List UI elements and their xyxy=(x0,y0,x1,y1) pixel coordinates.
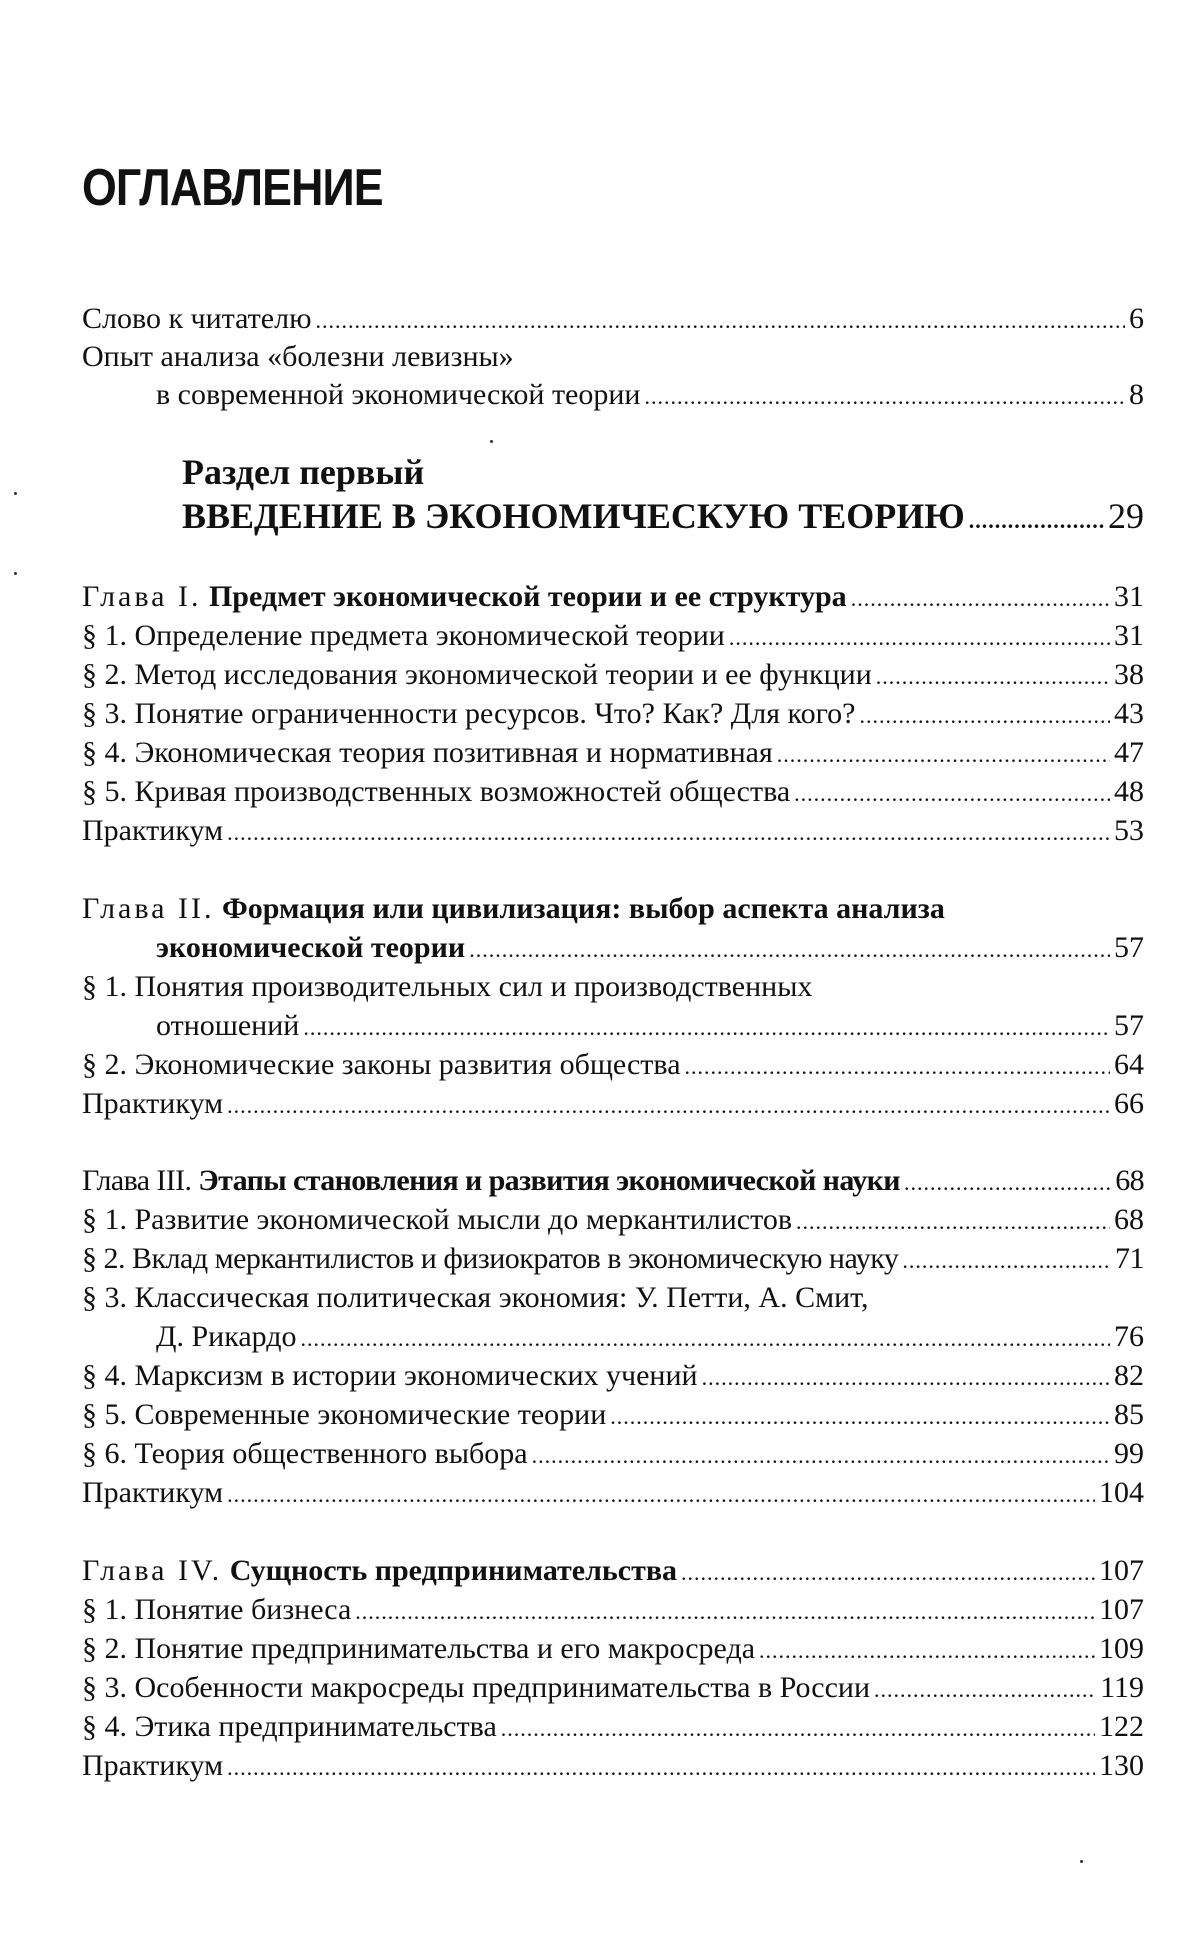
toc-entry-text: § 2. Экономические законы развития общества xyxy=(82,1046,681,1084)
leader-dots xyxy=(759,1630,1095,1670)
leader-dots xyxy=(644,376,1125,416)
leader-dots xyxy=(902,1240,1111,1280)
toc-entry[interactable] xyxy=(82,300,1144,338)
toc-entry-text: § 2. Вклад меркантилистов и физиократов в экономическую науку xyxy=(82,1240,898,1278)
toc-entry[interactable] xyxy=(82,338,1144,376)
toc-entry-practicum[interactable] xyxy=(82,1474,1144,1512)
toc-entry-page: 57 xyxy=(1114,929,1144,967)
toc-entry-page: 85 xyxy=(1114,1396,1144,1434)
toc-entry-page: 104 xyxy=(1099,1474,1144,1512)
toc-entry-page: 29 xyxy=(1108,494,1144,538)
chapter-title: экономической теории xyxy=(156,929,465,967)
toc-entry-text: § 4. Марксизм в истории экономических учений xyxy=(82,1357,698,1395)
chapter-prefix: Глава I. xyxy=(82,580,201,613)
toc-entry[interactable] xyxy=(82,1435,1144,1473)
chapter-prefix: Глава III. xyxy=(82,1164,191,1197)
leader-dots xyxy=(303,1007,1110,1047)
toc-entry[interactable] xyxy=(82,695,1144,733)
toc-entry-text: Д. Рикардо xyxy=(156,1318,297,1356)
toc-entry[interactable] xyxy=(82,1046,1144,1084)
toc-entry-text: § 1. Развитие экономической мысли до меркантилистов xyxy=(82,1201,792,1239)
toc-entry-continuation[interactable] xyxy=(82,376,1144,414)
toc-entry-page: 57 xyxy=(1114,1007,1144,1045)
toc-entry-text: Практикум xyxy=(82,1085,223,1123)
toc-entry-text: в современной экономической теории xyxy=(156,376,640,414)
toc-entry-text: Практикум xyxy=(82,1747,223,1785)
scan-speck xyxy=(490,440,493,443)
toc-entry-page: 68 xyxy=(1115,1162,1144,1200)
toc-entry-text: § 1. Понятия производительных сил и производственных xyxy=(82,970,812,1003)
toc-entry[interactable] xyxy=(82,1240,1144,1278)
toc-entry-page: 71 xyxy=(1115,1240,1144,1278)
toc-entry-text: § 3. Понятие ограниченности ресурсов. Что? Как? Для кого? xyxy=(82,695,855,733)
toc-entry-page: 107 xyxy=(1099,1591,1144,1629)
toc-entry-text: § 6. Теория общественного выбора xyxy=(82,1435,528,1473)
toc-entry-text: отношений xyxy=(156,1007,299,1045)
toc-entry-text: Практикум xyxy=(82,812,223,850)
leader-dots xyxy=(685,1046,1110,1086)
toc-entry-practicum[interactable] xyxy=(82,1747,1144,1785)
toc-entry[interactable] xyxy=(82,1591,1144,1629)
toc-entry[interactable] xyxy=(82,656,1144,694)
toc-entry-text: § 2. Метод исследования экономической теории и ее функции xyxy=(82,656,872,694)
toc-entry-practicum[interactable] xyxy=(82,812,1144,850)
toc-entry[interactable] xyxy=(82,1357,1144,1395)
toc-entry-text: Слово к читателю xyxy=(82,300,311,338)
leader-dots xyxy=(681,1552,1095,1592)
toc-entry-page: 31 xyxy=(1114,617,1144,655)
page-title: ОГЛАВЛЕНИЕ xyxy=(82,158,383,218)
leader-dots xyxy=(227,1747,1095,1787)
toc-entry-page: 109 xyxy=(1099,1630,1144,1668)
toc-entry-page: 8 xyxy=(1129,376,1144,414)
scan-speck xyxy=(1080,1860,1083,1863)
toc-entry-text: § 1. Определение предмета экономической теории xyxy=(82,617,725,655)
leader-dots xyxy=(796,1201,1110,1241)
chapter-title: Формация или цивилизация: выбор аспекта анализа xyxy=(222,892,945,925)
toc-entry-continuation[interactable] xyxy=(82,1318,1144,1356)
toc-entry[interactable] xyxy=(82,1396,1144,1434)
leader-dots xyxy=(794,773,1110,813)
toc-entry-text: § 1. Понятие бизнеса xyxy=(82,1591,351,1629)
toc-entry-continuation[interactable] xyxy=(82,1007,1144,1045)
leader-dots xyxy=(876,656,1110,696)
leader-dots xyxy=(227,1474,1095,1514)
toc-entry-page: 53 xyxy=(1114,812,1144,850)
toc-entry-text: § 2. Понятие предпринимательства и его макросреда xyxy=(82,1630,755,1668)
toc-entry-page: 107 xyxy=(1099,1552,1144,1590)
toc-entry-text: § 4. Экономическая теория позитивная и нормативная xyxy=(82,734,773,772)
chapter-prefix: Глава IV. xyxy=(82,1554,222,1587)
section-title: ВВЕДЕНИЕ В ЭКОНОМИЧЕСКУЮ ТЕОРИЮ xyxy=(182,494,965,538)
toc-entry-text: § 4. Этика предпринимательства xyxy=(82,1708,497,1746)
toc-page xyxy=(0,0,1200,1941)
leader-dots xyxy=(851,578,1110,618)
toc-entry[interactable] xyxy=(82,1201,1144,1239)
scan-speck xyxy=(14,572,17,575)
toc-entry-page: 119 xyxy=(1100,1669,1144,1707)
toc-entry[interactable] xyxy=(82,1669,1144,1707)
chapter-3-heading[interactable] xyxy=(82,1162,1144,1200)
toc-entry-page: 130 xyxy=(1099,1747,1144,1785)
leader-dots xyxy=(874,1669,1096,1709)
leader-dots xyxy=(702,1357,1110,1397)
chapter-title: Сущность предпринимательства xyxy=(230,1554,677,1587)
toc-entry[interactable] xyxy=(82,968,1144,1006)
chapter-prefix: Глава II. xyxy=(82,892,214,925)
chapter-2-heading[interactable] xyxy=(82,890,1144,928)
leader-dots xyxy=(859,695,1110,735)
leader-dots xyxy=(315,300,1125,340)
chapter-4-heading[interactable] xyxy=(82,1552,1144,1590)
leader-dots xyxy=(729,617,1110,657)
chapter-title: Предмет экономической теории и ее структура xyxy=(209,580,847,613)
toc-entry-text: § 3. Особенности макросреды предпринимательства в России xyxy=(82,1669,870,1707)
toc-entry-page: 6 xyxy=(1129,300,1144,338)
toc-entry-page: 68 xyxy=(1114,1201,1144,1239)
toc-entry-page: 82 xyxy=(1114,1357,1144,1395)
chapter-2-heading-continuation[interactable] xyxy=(82,929,1144,967)
leader-dots xyxy=(532,1435,1110,1475)
toc-entry-text: Опыт анализа «болезни левизны» xyxy=(82,340,514,373)
toc-entry[interactable] xyxy=(82,773,1144,811)
chapter-1-heading[interactable] xyxy=(82,578,1144,616)
toc-entry[interactable] xyxy=(82,1279,1144,1317)
toc-entry-page: 31 xyxy=(1114,578,1144,616)
toc-entry-text: § 5. Кривая производственных возможностей общества xyxy=(82,773,790,811)
toc-entry-page: 122 xyxy=(1099,1708,1144,1746)
leader-dots xyxy=(777,734,1110,774)
toc-entry-page: 76 xyxy=(1114,1318,1144,1356)
toc-entry-page: 99 xyxy=(1114,1435,1144,1473)
toc-entry-page: 64 xyxy=(1114,1046,1144,1084)
toc-entry-text: Практикум xyxy=(82,1474,223,1512)
leader-dots xyxy=(469,929,1110,969)
toc-entry-page: 38 xyxy=(1114,656,1144,694)
toc-entry-text: § 5. Современные экономические теории xyxy=(82,1396,606,1434)
toc-entry-page: 66 xyxy=(1114,1085,1144,1123)
toc-entry[interactable] xyxy=(82,1708,1144,1746)
toc-entry-page: 47 xyxy=(1114,734,1144,772)
leader-dots xyxy=(969,494,1104,543)
toc-entry-page: 48 xyxy=(1114,773,1144,811)
leader-dots xyxy=(227,812,1110,852)
chapter-title: Этапы становления и развития экономической науки xyxy=(198,1164,900,1197)
leader-dots xyxy=(227,1085,1110,1125)
leader-dots xyxy=(610,1396,1110,1436)
toc-entry[interactable] xyxy=(82,1630,1144,1668)
toc-entry[interactable] xyxy=(82,734,1144,772)
section-title-entry[interactable] xyxy=(182,494,1144,543)
toc-entry-page: 43 xyxy=(1114,695,1144,733)
leader-dots xyxy=(301,1318,1110,1358)
scan-speck xyxy=(14,492,17,495)
toc-entry[interactable] xyxy=(82,617,1144,655)
leader-dots xyxy=(904,1162,1111,1202)
toc-entry-text: § 3. Классическая политическая экономия: У. Петти, А. Смит, xyxy=(82,1281,869,1314)
section-label: Раздел первый xyxy=(182,450,424,494)
leader-dots xyxy=(355,1591,1095,1631)
toc-entry-practicum[interactable] xyxy=(82,1085,1144,1123)
leader-dots xyxy=(501,1708,1095,1748)
